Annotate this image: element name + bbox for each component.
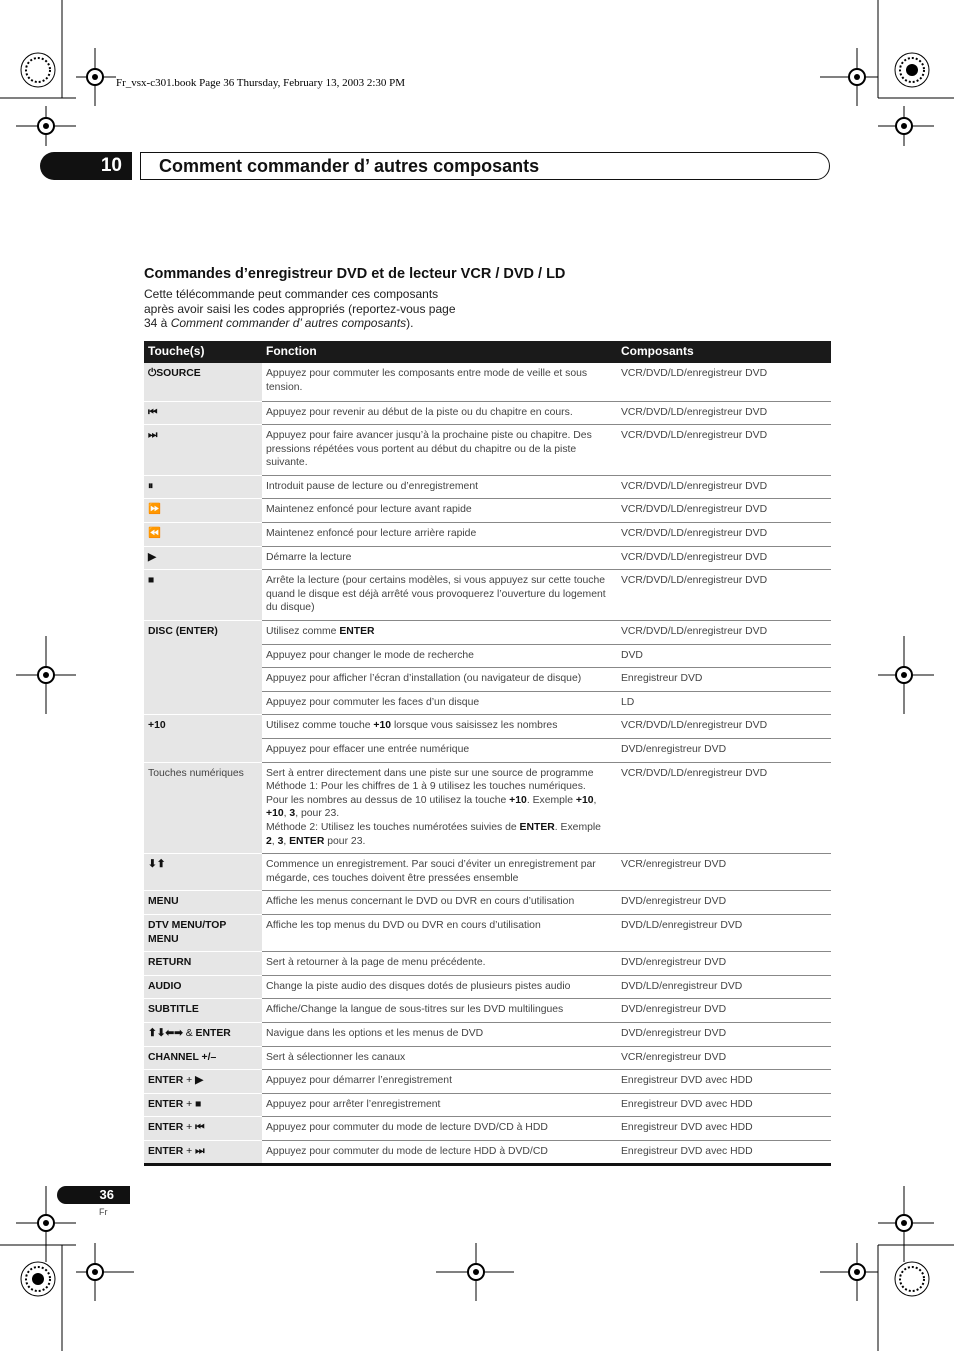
- fast-forward-icon: ⏩: [144, 499, 262, 523]
- components-cell: Enregistreur DVD avec HDD: [617, 1117, 831, 1141]
- components-cell: VCR/DVD/LD/enregistreur DVD: [617, 621, 831, 645]
- components-cell: DVD/enregistreur DVD: [617, 952, 831, 976]
- key-cell: ⬆⬇⬅➡ & ENTER: [144, 1022, 262, 1046]
- command-table: [144, 341, 831, 1166]
- table-row: [144, 401, 831, 425]
- key-cell: DTV MENU/TOP MENU: [144, 914, 262, 951]
- key-cell: MENU: [144, 891, 262, 915]
- key-cell: SUBTITLE: [144, 999, 262, 1023]
- table-row: [144, 1140, 831, 1165]
- table-row: [144, 621, 831, 645]
- function-cell: Utilisez comme touche +10 lorsque vous saisissez les nombres: [262, 715, 617, 739]
- components-cell: LD: [617, 691, 831, 715]
- rewind-icon: ⏪: [144, 523, 262, 547]
- table-row: [144, 1022, 831, 1046]
- table-row: [144, 1093, 831, 1117]
- function-cell: Appuyez pour faire avancer jusqu’à la prochaine piste ou chapitre. Des pressions répétées vous portent au début du chapitre ou de la piste suivante.: [262, 425, 617, 476]
- function-cell: Utilisez comme ENTER: [262, 621, 617, 645]
- next-icon: ⏭: [195, 1145, 205, 1157]
- table-row: [144, 523, 831, 547]
- table-row: [144, 891, 831, 915]
- components-cell: Enregistreur DVD avec HDD: [617, 1093, 831, 1117]
- components-cell: VCR/enregistreur DVD: [617, 854, 831, 891]
- table-row: [144, 952, 831, 976]
- key-cell-plus10: +10: [144, 715, 262, 762]
- function-cell: Affiche les top menus du DVD ou DVR en cours d’utilisation: [262, 914, 617, 951]
- components-cell: VCR/DVD/LD/enregistreur DVD: [617, 570, 831, 621]
- components-cell: VCR/DVD/LD/enregistreur DVD: [617, 715, 831, 739]
- function-cell: Navigue dans les options et les menus de DVD: [262, 1022, 617, 1046]
- arrow-keys-icon: ⬆⬇⬅➡: [148, 1027, 183, 1039]
- components-cell: DVD: [617, 644, 831, 668]
- previous-icon: ⏮: [144, 401, 262, 425]
- components-cell: VCR/DVD/LD/enregistreur DVD: [617, 363, 831, 401]
- components-cell: DVD/enregistreur DVD: [617, 739, 831, 763]
- function-cell: Démarre la lecture: [262, 546, 617, 570]
- function-cell: Appuyez pour arrêter l’enregistrement: [262, 1093, 617, 1117]
- function-cell: Appuyez pour commuter du mode de lecture HDD à DVD/CD: [262, 1140, 617, 1165]
- components-cell: DVD/LD/enregistreur DVD: [617, 914, 831, 951]
- language-code: Fr: [99, 1207, 108, 1217]
- table-row: [144, 975, 831, 999]
- components-cell: Enregistreur DVD avec HDD: [617, 1140, 831, 1165]
- components-cell: VCR/DVD/LD/enregistreur DVD: [617, 523, 831, 547]
- record-icon: ⬇⬆: [144, 854, 262, 891]
- function-cell: Affiche/Change la langue de sous-titres sur les DVD multilingues: [262, 999, 617, 1023]
- play-icon: ▶: [144, 546, 262, 570]
- components-cell: VCR/DVD/LD/enregistreur DVD: [617, 425, 831, 476]
- key-cell: ENTER + ⏭: [144, 1140, 262, 1165]
- header-components: Composants: [617, 341, 831, 363]
- table-row: [144, 425, 831, 476]
- components-cell: VCR/enregistreur DVD: [617, 1046, 831, 1070]
- components-cell: Enregistreur DVD avec HDD: [617, 1070, 831, 1094]
- key-cell: ⏻SOURCE: [144, 363, 262, 401]
- table-row: [144, 1046, 831, 1070]
- key-cell-disc: DISC (ENTER): [144, 621, 262, 715]
- header-key: Touche(s): [144, 341, 262, 363]
- table-row: [144, 1117, 831, 1141]
- function-cell: Appuyez pour revenir au début de la piste ou du chapitre en cours.: [262, 401, 617, 425]
- function-cell: Appuyez pour effacer une entrée numérique: [262, 739, 617, 763]
- table-row: [144, 363, 831, 401]
- power-icon: ⏻: [148, 368, 157, 379]
- function-cell: Affiche les menus concernant le DVD ou DVR en cours d’utilisation: [262, 891, 617, 915]
- chapter-number: 10: [40, 152, 132, 180]
- key-cell-numeric: Touches numériques: [144, 762, 262, 854]
- table-row: [144, 854, 831, 891]
- key-cell: ENTER + ⏮: [144, 1117, 262, 1141]
- function-cell: Appuyez pour afficher l’écran d’installation (ou navigateur de disque): [262, 668, 617, 692]
- function-cell: Appuyez pour commuter les faces d’un disque: [262, 691, 617, 715]
- components-cell: VCR/DVD/LD/enregistreur DVD: [617, 499, 831, 523]
- function-cell: Introduit pause de lecture ou d’enregistrement: [262, 475, 617, 499]
- stop-icon: ■: [144, 570, 262, 621]
- play-icon: ▶: [195, 1075, 204, 1087]
- table-row: [144, 1070, 831, 1094]
- components-cell: DVD/enregistreur DVD: [617, 891, 831, 915]
- function-cell: Appuyez pour démarrer l’enregistrement: [262, 1070, 617, 1094]
- page-number: 36: [57, 1186, 130, 1204]
- section-intro: Cette télécommande peut commander ces composants après avoir saisi les codes appropriés (reportez-vous page 34 à Comment commander d’ autres composants).: [144, 287, 456, 331]
- header-function: Fonction: [262, 341, 617, 363]
- function-cell: Appuyez pour commuter les composants entre mode de veille et sous tension.: [262, 363, 617, 401]
- function-cell: Commence un enregistrement. Par souci d’éviter un enregistrement par mégarde, ces touches doivent être pressées ensemble: [262, 854, 617, 891]
- page-reference: Comment commander d’ autres composants: [170, 316, 407, 331]
- key-cell: ENTER + ■: [144, 1093, 262, 1117]
- previous-icon: ⏮: [195, 1122, 205, 1134]
- table-header-row: [144, 341, 831, 363]
- key-cell: CHANNEL +/–: [144, 1046, 262, 1070]
- table-row: [144, 475, 831, 499]
- table-row: [144, 999, 831, 1023]
- function-cell: Sert à entrer directement dans une piste sur une source de programme Méthode 1: Pour les chiffres de 1 à 9 utilisez les touches numériques. Pour les nombres au dessus de 10 utilisez la touche +10. Exemple +10, +10, 3, pour 23. Méthode 2: Utilisez les touches numérotées suivies de ENTER. Exemple 2, 3, ENTER pour 23.: [262, 762, 617, 854]
- stop-icon: ■: [195, 1098, 202, 1110]
- print-info: Fr_vsx-c301.book Page 36 Thursday, February 13, 2003 2:30 PM: [116, 77, 406, 89]
- section-title: Commandes d’enregistreur DVD et de lecteur VCR / DVD / LD: [144, 266, 566, 282]
- table-row: [144, 914, 831, 951]
- components-cell: VCR/DVD/LD/enregistreur DVD: [617, 401, 831, 425]
- components-cell: VCR/DVD/LD/enregistreur DVD: [617, 762, 831, 854]
- chapter-title: Comment commander d’ autres composants: [140, 152, 830, 180]
- function-cell: Arrête la lecture (pour certains modèles, si vous appuyez sur cette touche quand le disque est déjà arrêté vous provoquerez l’ouverture du logement du disque): [262, 570, 617, 621]
- key-cell: AUDIO: [144, 975, 262, 999]
- components-cell: VCR/DVD/LD/enregistreur DVD: [617, 475, 831, 499]
- table-row: [144, 546, 831, 570]
- key-cell: RETURN: [144, 952, 262, 976]
- components-cell: Enregistreur DVD: [617, 668, 831, 692]
- table-row: [144, 499, 831, 523]
- components-cell: DVD/LD/enregistreur DVD: [617, 975, 831, 999]
- function-cell: Sert à sélectionner les canaux: [262, 1046, 617, 1070]
- next-icon: ⏭: [144, 425, 262, 476]
- table-row: [144, 762, 831, 854]
- components-cell: DVD/enregistreur DVD: [617, 1022, 831, 1046]
- key-cell: ENTER + ▶: [144, 1070, 262, 1094]
- function-cell: Appuyez pour commuter du mode de lecture DVD/CD à HDD: [262, 1117, 617, 1141]
- function-cell: Appuyez pour changer le mode de recherche: [262, 644, 617, 668]
- function-cell: Change la piste audio des disques dotés de plusieurs pistes audio: [262, 975, 617, 999]
- components-cell: DVD/enregistreur DVD: [617, 999, 831, 1023]
- pause-icon: ⏸: [144, 475, 262, 499]
- function-cell: Sert à retourner à la page de menu précédente.: [262, 952, 617, 976]
- table-row: [144, 715, 831, 739]
- function-cell: Maintenez enfoncé pour lecture avant rapide: [262, 499, 617, 523]
- components-cell: VCR/DVD/LD/enregistreur DVD: [617, 546, 831, 570]
- function-cell: Maintenez enfoncé pour lecture arrière rapide: [262, 523, 617, 547]
- table-row: [144, 570, 831, 621]
